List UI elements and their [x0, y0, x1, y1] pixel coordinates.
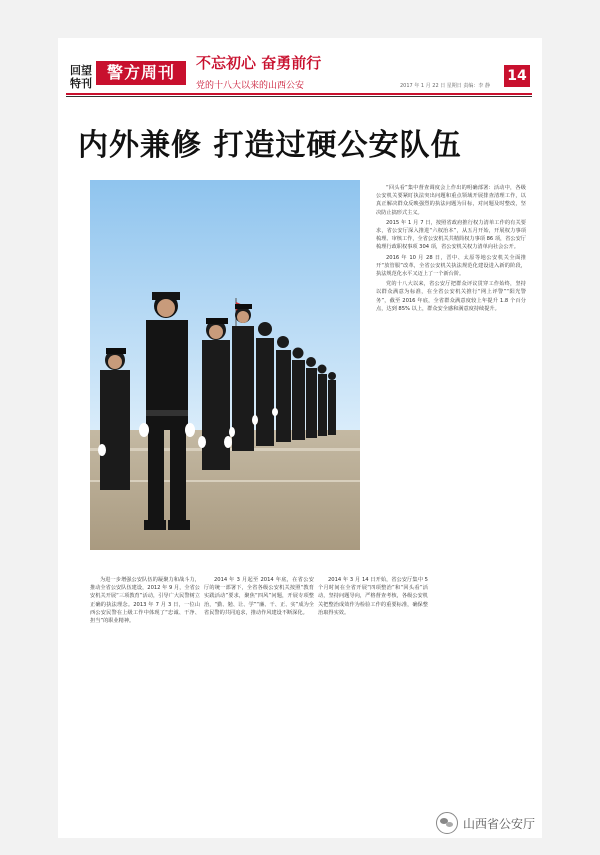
- paragraph: 2014 年 3 月起至 2014 年底，在省公安厅的统一部署下，全省各级公安机关按照“教育实践活动”要求，聚焦“四风”问题，开展专项整治，“勤、勉、让、学”“廉、干、正、实”成为全省民警的共同追求，推动作风建设不断深化。: [204, 577, 314, 616]
- paragraph: 2016 年 10 月 28 日，晋中、太原等地公安机关全面推开“放管服”改革，全省公安机关执法规范化建设进入新的阶段，执法规范化水平又迈上了一个新台阶。: [376, 254, 526, 278]
- paragraph: 为进一步增强公安队伍的凝聚力和战斗力，推动全省公安队伍建设，2012 年 9 月，全省公安机关开展“三项教育”活动，引导广大民警树立正确的执法理念。2013 年 7 月 3 日，一位山西公安民警在上级工作中体现了“忠诚、干净、担当”的职业精神。: [90, 577, 200, 625]
- header-red-rule: [66, 93, 532, 95]
- page-number: 14: [504, 65, 530, 87]
- header-black-rule: [66, 96, 532, 97]
- bottom-text-column-1: [90, 576, 200, 826]
- dateline: 2017 年 1 月 22 日 星期日 责编：李 静: [400, 83, 490, 89]
- bottom-text-column-2: [204, 576, 314, 826]
- brand-masthead: 警方周刊: [96, 61, 186, 85]
- police-formation-photo: [90, 180, 360, 550]
- page-header: [58, 38, 542, 98]
- special-issue-tag: [66, 64, 96, 90]
- photo-illustration: [90, 180, 360, 550]
- paragraph: 2014 年 3 月 14 日开始，省公安厅集中 5 个月时间在全省开展“四项整治”和“回头看”活动，坚持问题导向，严格督查考核，各级公安机关把整治成效作为检验工作的重要标准，确保整治取得实效。: [318, 577, 428, 616]
- paragraph: “回头看”集中督查调度会上作出的明确部署：活动中，各级公安机关要紧盯执法突出问题和重点领域开展排查清理工作，以真正解决群众反映强烈的执法问题为目标，对问题及时整改，坚决防止搞形式主义。: [376, 185, 526, 216]
- tag-line-1: 回望: [70, 64, 92, 77]
- bottom-text-column-3: [318, 576, 428, 826]
- wechat-icon: [436, 812, 458, 834]
- wechat-watermark: [436, 812, 535, 834]
- page-headline: 内外兼修 打造过硬公安队伍: [78, 128, 462, 163]
- watermark-text: 山西省公安厅: [463, 816, 536, 831]
- paragraph: 2015 年 1 月 7 日，按照省政府推行权力清单工作的有关要求，省公安厅深入推进“六权治本”，从五月开始，开展权力事项梳理、审核工作，全省公安机关共精简权力事项 86 项，省公安厅梳理行政职权事项 304 项，省公安机关权力清单向社会公开。: [376, 219, 526, 251]
- paragraph: 党的十八大以来，省公安厅把群众评议贯穿工作始终，坚持以群众满意为标准，在全省公安机关推行“网上评警”“阳光警务”，截至 2016 年底，全省群众满意度较上年提升 1.8 个百分点，达到 85% 以上，群众安全感和满意度持续提升。: [376, 281, 526, 312]
- slogan: 不忘初心 奋勇前行: [196, 54, 322, 72]
- subslogan: 党的十八大以来的山西公安: [196, 81, 305, 91]
- newspaper-page: [58, 38, 542, 838]
- tag-line-2: 特刊: [70, 77, 92, 90]
